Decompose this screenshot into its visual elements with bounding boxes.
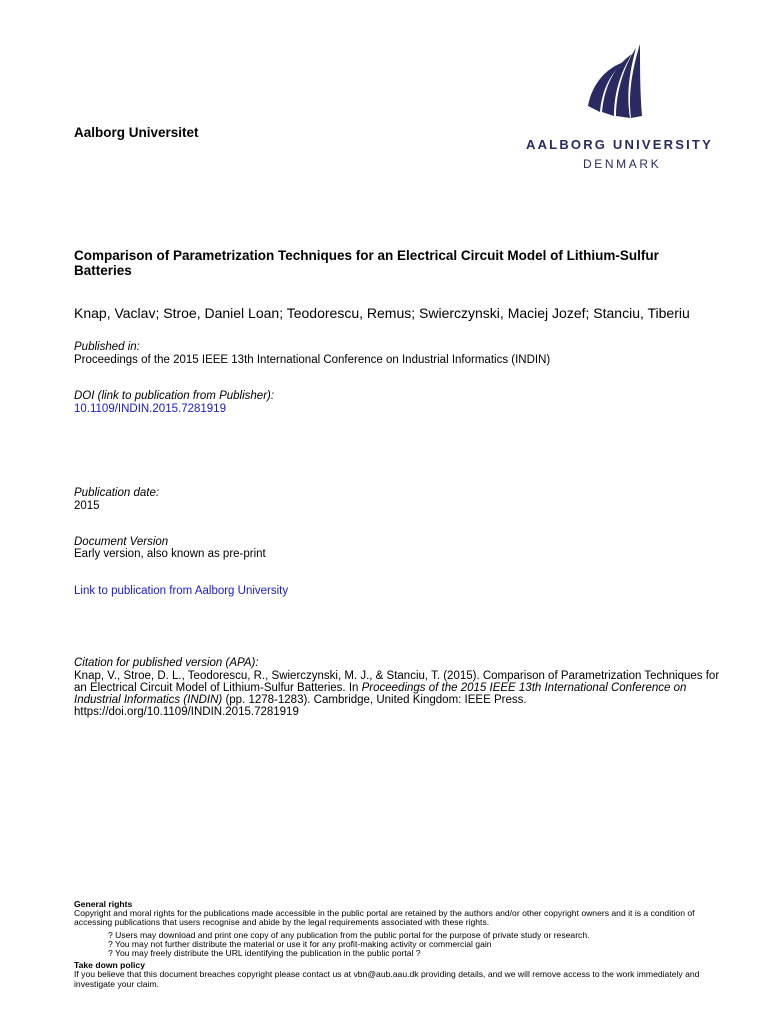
take-down-heading: Take down policy — [74, 960, 145, 971]
logo-university-text: AALBORG UNIVERSITY — [526, 137, 713, 152]
institution-name: Aalborg Universitet — [74, 125, 199, 140]
citation-text — [74, 670, 724, 718]
general-rights-heading: General rights — [74, 899, 133, 909]
rights-bullet: ? You may not further distribute the material or use it for any profit-making activity or commercial gain — [108, 938, 492, 949]
logo-country-text: DENMARK — [583, 157, 662, 171]
aalborg-university-logo — [520, 40, 730, 180]
citation-part2: (pp. 1278-1283). Cambridge, United Kingdom: IEEE Press. https://doi.org/10.1109/INDIN.2015.7281919 — [74, 694, 527, 718]
take-down-text: If you believe that this document breaches copyright please contact us at vbn@aub.aau.dk providing details, and we will remove access to the work immediately and investigate your claim. — [74, 969, 700, 989]
doi-label: DOI (link to publication from Publisher): — [74, 390, 275, 402]
publication-date-label: Publication date: — [74, 487, 160, 499]
citation-label: Citation for published version (APA): — [74, 657, 259, 669]
doi-link[interactable]: 10.1109/INDIN.2015.7281919 — [74, 403, 226, 415]
citation-venue: Proceedings of the 2015 IEEE 13th International Conference on Industrial Informatics (INDIN) — [74, 682, 687, 706]
rights-bullet: ? You may freely distribute the URL identifying the publication in the public portal ? — [108, 948, 421, 959]
document-version-label: Document Version — [74, 536, 169, 548]
document-version-value: Early version, also known as pre-print — [74, 548, 266, 560]
publication-date-value: 2015 — [74, 500, 100, 512]
aau-publication-link[interactable]: Link to publication from Aalborg University — [74, 585, 289, 597]
citation-part1: Knap, V., Stroe, D. L., Teodorescu, R., Swierczynski, M. J., & Stanciu, T. (2015). Comparison of Parametrization Techniques for an Electrical Circuit Model of Lithium-Sulfur Batteries. In — [74, 670, 720, 694]
published-in-value: Proceedings of the 2015 IEEE 13th International Conference on Industrial Informatics (INDIN) — [74, 354, 551, 366]
rights-notice — [74, 900, 724, 989]
publication-title: Comparison of Parametrization Techniques for an Electrical Circuit Model of Lithium-Sulfur Batteries — [74, 248, 659, 278]
published-in-label: Published in: — [74, 341, 140, 353]
aau-wave-logo-icon — [584, 42, 644, 120]
authors: Knap, Vaclav; Stroe, Daniel Loan; Teodorescu, Remus; Swierczynski, Maciej Jozef; Stanciu, Tiberiu — [74, 305, 690, 321]
general-rights-text: Copyright and moral rights for the publications made accessible in the public portal are retained by the authors and/or other copyright owners and it is a condition of accessing publications that users recognise and abide by the legal requirements associated with these rights. — [74, 908, 695, 928]
rights-bullet: ? Users may download and print one copy of any publication from the public portal for the purpose of private study or research. — [108, 929, 590, 940]
